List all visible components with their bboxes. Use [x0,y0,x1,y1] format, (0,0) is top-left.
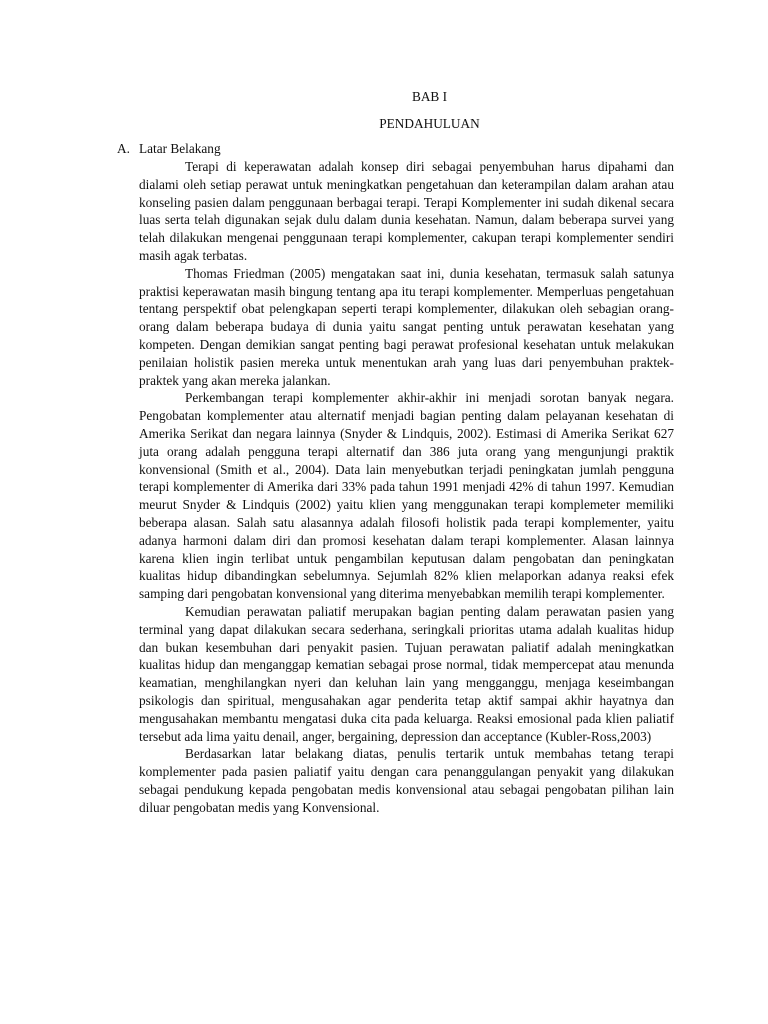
paragraph: Berdasarkan latar belakang diatas, penulis tertarik untuk membahas tetang terapi komplementer pada pasien paliatif yaitu dengan cara penanggulangan penyakit yang dilakukan sebagai pendukung kepada pengobatan medis konvensional atau sebagai pengobatan pilihan lain diluar pengobatan medis yang Konvensional. [139,746,674,815]
body-text [139,158,674,816]
chapter-number: BAB I [411,89,448,104]
chapter-title: PENDAHULUAN [379,116,480,131]
paragraph: Terapi di keperawatan adalah konsep diri sebagai penyembuhan harus dipahami dan dialami oleh setiap perawat untuk meningkatkan pengetahuan dan keterampilan dalam arahan atau konseling pasien dalam penggunaan berbagai terapi. Terapi Komplementer ini sudah dikenal secara luas serta telah digunakan sejak dulu dalam dunia kesehatan. Namun, dalam beberapa survei yang telah dilakukan mengenai penggunaan terapi komplementer, cakupan terapi komplementer sendiri masih agak terbatas. [139,159,674,263]
paragraph: Perkembangan terapi komplementer akhir-akhir ini menjadi sorotan banyak negara. Pengobatan komplementer atau alternatif menjadi bagian penting dalam pelayanan kesehatan di Amerika Serikat dan negara lainnya (Snyder & Lindquis, 2002). Estimasi di Amerika Serikat 627 juta orang adalah pengguna terapi alternatif dan 386 juta orang yang mengunjungi praktik konvensional (Smith et al., 2004). Data lain menyebutkan terjadi peningkatan jumlah pengguna terapi komplementer di Amerika dari 33% pada tahun 1991 menjadi 42% di tahun 1997. Kemudian meurut Snyder & Lindquis (2002) yaitu klien yang menggunakan terapi komplemeter memiliki beberapa alasan. Salah satu alasannya adalah filosofi holistik pada terapi komplementer, yaitu adanya harmoni dalam diri dan promosi kesehatan dalam terapi komplementer. Alasan lainnya karena klien ingin terlibat untuk pengambilan keputusan dalam pengobatan dan peningkatan kualitas hidup dibandingkan sebelumnya. Sejumlah 82% klien melaporkan adanya reaksi efek samping dari pengobatan konvensional yang diterima menyebabkan memilih terapi komplementer. [139,390,674,602]
paragraph: Kemudian perawatan paliatif merupakan bagian penting dalam perawatan pasien yang terminal yang dapat dilakukan secara sederhana, seringkali prioritas utama adalah kualitas hidup dan bukan kesembuhan dari penyakit pasien. Tujuan perawatan paliatif adalah meningkatkan kualitas hidup dan menganggap kematian sebagai prose normal, tidak mempercepat atau menunda keamatian, menghilangkan nyeri dan keluhan lain yang mengganggu, menjaga keseimbangan psikologis dan spiritual, mengusahakan agar penderita tetap aktif sampai akhir hayatnya dan mengusahakan membantu mengatasi duka cita pada keluarga. Reaksi emosional pada klien paliatif tersebut ada lima yaitu denail, anger, bergaining, depression dan acceptance (Kubler-Ross,2003) [139,603,674,744]
section-marker: A. [117,141,130,156]
section-header [117,140,674,158]
paragraph: Thomas Friedman (2005) mengatakan saat ini, dunia kesehatan, termasuk salah satunya praktisi keperawatan masih bingung tentang apa itu terapi komplementer. Memperluas pengetahuan tentang perspektif obat pelengkapan seperti terapi komplementer, dilakukan oleh sebagian orang-orang dalam beberapa budaya di dunia yaitu sangat penting untuk perawatan kesehatan yang kompeten. Dengan demikian sangat penting bagi perawat profesional kesehatan untuk melakukan penilaian holistik pasien mereka untuk menentukan arah yang luas dari penyembuhan praktek-praktek yang akan mereka jalankan. [139,265,674,388]
section-title: Latar Belakang [139,141,221,156]
